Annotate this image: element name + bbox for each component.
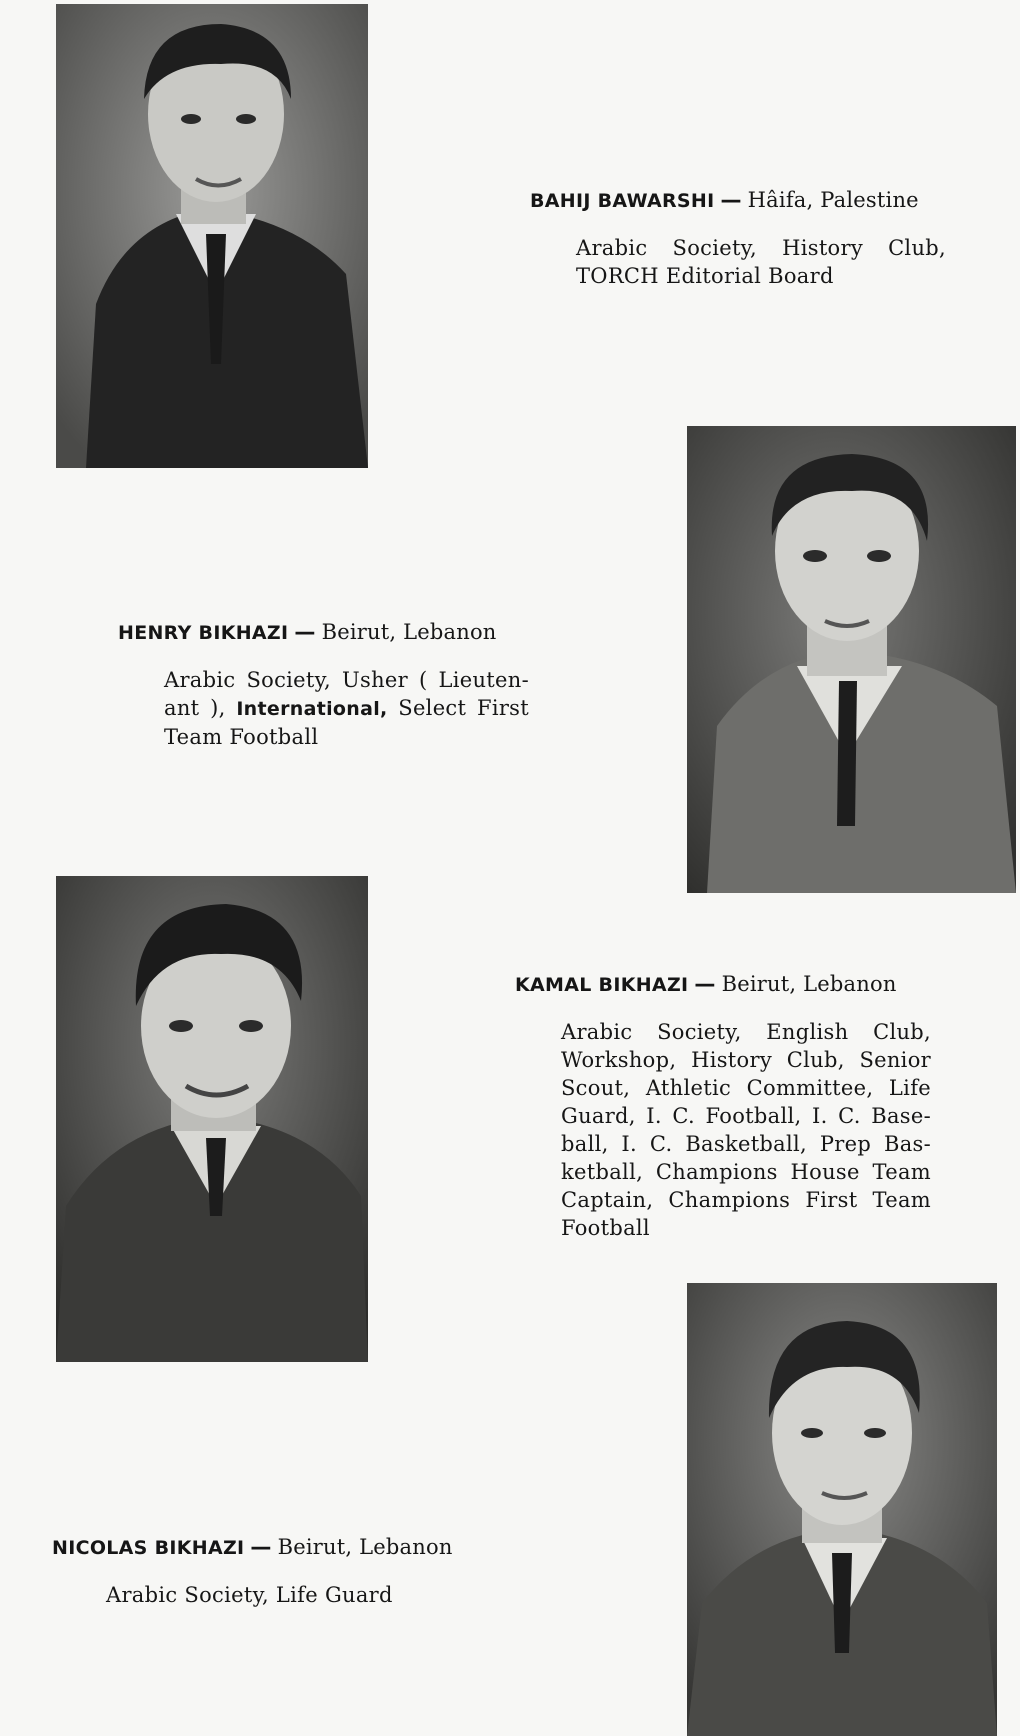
student-entry-bahij: [530, 188, 960, 290]
activities-line: Arabic Society, History Club,: [576, 236, 946, 260]
portrait-photo-kamal: [56, 876, 368, 1362]
dash: —: [694, 972, 716, 996]
dash: —: [294, 620, 316, 644]
portrait-icon: [56, 4, 368, 468]
activities-line: Arabic Society, Life Guard: [106, 1583, 393, 1607]
student-hometown: Beirut, Lebanon: [321, 620, 497, 644]
student-activities: [106, 1581, 466, 1609]
student-name: KAMAL BIKHAZI: [515, 974, 689, 996]
student-heading: [118, 620, 548, 644]
student-name: HENRY BIKHAZI: [118, 622, 289, 644]
student-name: BAHIJ BAWARSHI: [530, 190, 715, 212]
student-heading: [52, 1535, 512, 1559]
portrait-icon: [687, 1283, 997, 1736]
activities-line: TORCH Editorial Board: [576, 264, 834, 288]
dash: —: [720, 188, 742, 212]
portrait-photo-henry: [687, 426, 1016, 893]
student-entry-kamal: [515, 972, 975, 1242]
student-activities: [561, 1018, 931, 1242]
student-entry-nicolas: [52, 1535, 512, 1609]
activities-line: Arabic Society, English Club,: [561, 1020, 931, 1044]
activities-text: ant ),: [164, 696, 237, 720]
activities-line: Football: [561, 1216, 650, 1240]
activities-line: Arabic Society, Usher ( Lieuten-: [164, 668, 529, 692]
student-hometown: Beirut, Lebanon: [721, 972, 897, 996]
student-hometown: Beirut, Lebanon: [277, 1535, 453, 1559]
activities-text: Select First: [387, 696, 529, 720]
portrait-photo-bahij: [56, 4, 368, 468]
activities-line: Scout, Athletic Committee, Life: [561, 1076, 931, 1100]
student-name: NICOLAS BIKHAZI: [52, 1537, 245, 1559]
student-hometown: Hâifa, Palestine: [747, 188, 919, 212]
portrait-photo-nicolas: [687, 1283, 997, 1736]
portrait-icon: [56, 876, 368, 1362]
student-heading: [530, 188, 960, 212]
activities-line: Guard, I. C. Football, I. C. Base-: [561, 1104, 931, 1128]
activities-line: ball, I. C. Basketball, Prep Bas-: [561, 1132, 931, 1156]
activities-line: Workshop, History Club, Senior: [561, 1048, 931, 1072]
student-activities: [164, 666, 529, 751]
activities-line: [164, 694, 529, 723]
activities-line: ketball, Champions House Team: [561, 1160, 931, 1184]
activities-line: Captain, Champions First Team: [561, 1188, 931, 1212]
dash: —: [250, 1535, 272, 1559]
student-heading: [515, 972, 975, 996]
activities-line: Team Football: [164, 725, 319, 749]
activities-bold-text: International,: [236, 698, 388, 720]
portrait-icon: [687, 426, 1016, 893]
student-activities: [576, 234, 946, 290]
student-entry-henry: [118, 620, 548, 751]
